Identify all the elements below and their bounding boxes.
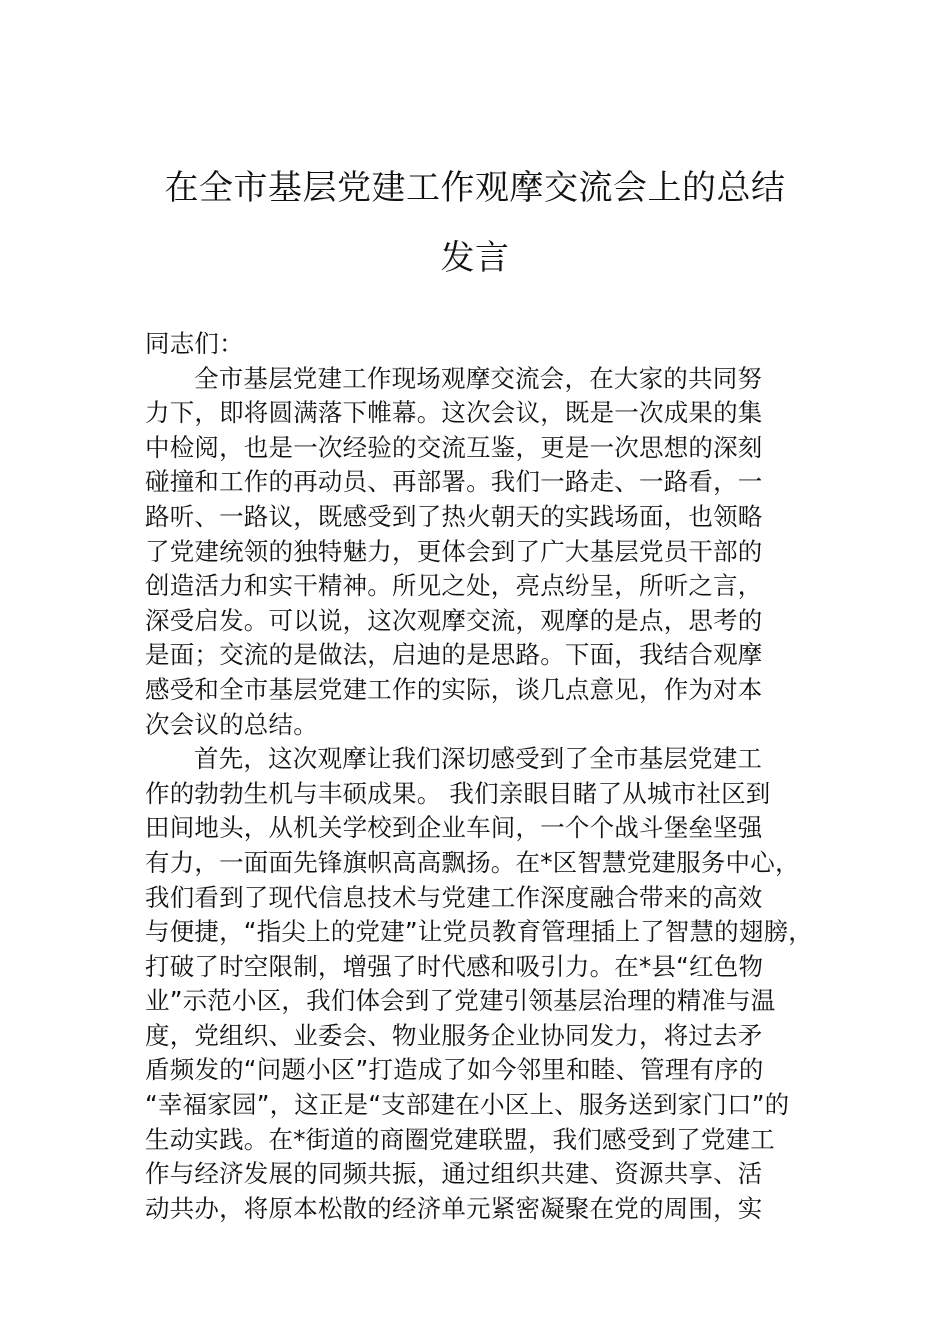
document-title-line-2: 发言 (440, 238, 510, 278)
body-text-line: 深受启发。可以说，这次观摩交流，观摩的是点，思考的 (145, 605, 763, 635)
body-text-line: “幸福家园”，这正是“支部建在小区上、服务送到家门口”的 (145, 1090, 790, 1120)
body-text-line: 全市基层党建工作现场观摩交流会，在大家的共同努 (194, 363, 763, 393)
body-text-line: 感受和全市基层党建工作的实际，谈几点意见，作为对本 (145, 674, 763, 704)
body-text-line: 盾频发的“问题小区”打造成了如今邻里和睦、管理有序的 (145, 1055, 764, 1085)
body-text-line: 次会议的总结。 (145, 709, 318, 739)
body-text-line: 打破了时空限制，增强了时代感和吸引力。在*县“红色物 (145, 951, 764, 981)
body-text-line: 动共办，将原本松散的经济单元紧密凝聚在党的周围，实 (145, 1193, 763, 1223)
body-text-line: 是面；交流的是做法，启迪的是思路。下面，我结合观摩 (145, 640, 763, 670)
body-text-line: 与便捷，“指尖上的党建”让党员教育管理插上了智慧的翅膀， (145, 917, 813, 947)
body-text-line: 中检阅，也是一次经验的交流互鉴，更是一次思想的深刻 (145, 432, 763, 462)
body-text-line: 作与经济发展的同频共振，通过组织共建、资源共享、活 (145, 1159, 763, 1189)
document-body (145, 327, 835, 1226)
body-text-line: 碰撞和工作的再动员、再部署。我们一路走、一路看，一 (145, 467, 763, 497)
body-text-line: 田间地头，从机关学校到企业车间，一个个战斗堡垒坚强 (145, 813, 763, 843)
body-text-line: 创造活力和实干精神。所见之处，亮点纷呈，所听之言， (145, 571, 763, 601)
body-text-line: 业”示范小区，我们体会到了党建引领基层治理的精准与温 (145, 986, 776, 1016)
body-text-line: 有力，一面面先锋旗帜高高飘扬。在*区智慧党建服务中心， (145, 847, 800, 877)
body-text-line: 我们看到了现代信息技术与党建工作深度融合带来的高效 (145, 882, 763, 912)
body-text-line: 路听、一路议，既感受到了热火朝天的实践场面，也领略 (145, 501, 763, 531)
body-text (145, 362, 835, 1227)
body-text-line: 度，党组织、业委会、物业服务企业协同发力，将过去矛 (145, 1020, 763, 1050)
body-text-line: 作的勃勃生机与丰硕成果。 我们亲眼目睹了从城市社区到 (145, 778, 771, 808)
body-text-line: 力下，即将圆满落下帷幕。这次会议，既是一次成果的集 (145, 398, 763, 428)
body-text-line: 了党建统领的独特魅力，更体会到了广大基层党员干部的 (145, 536, 763, 566)
document-title-line-1: 在全市基层党建工作观摩交流会上的总结 (164, 168, 786, 208)
salutation: 同志们： (145, 329, 244, 358)
body-text-line: 首先，这次观摩让我们深切感受到了全市基层党建工 (194, 744, 763, 774)
body-text-line: 生动实践。在*街道的商圈党建联盟，我们感受到了党建工 (145, 1124, 775, 1154)
